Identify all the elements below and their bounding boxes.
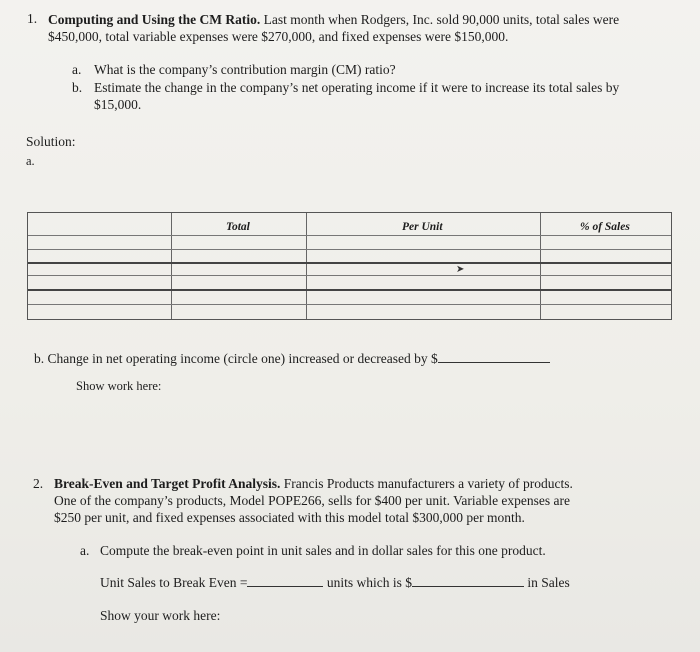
unit-sales-blank[interactable] — [247, 586, 323, 587]
q1-part-b-text: Estimate the change in the company’s net operating income if it were to increase its total sales by — [94, 80, 620, 95]
q1-b-prompt — [34, 351, 550, 367]
q2-title: Break-Even and Target Profit Analysis. — [54, 476, 281, 491]
cursor-arrow-icon: ➤ — [456, 264, 465, 275]
q1-show-work: Show work here: — [76, 379, 162, 393]
q2-intro-text: Francis Products manufacturers a variety of products. — [283, 476, 573, 491]
q1-part-a-text: What is the company’s contribution margin (CM) ratio? — [94, 62, 396, 77]
q1-b-prompt-text: b. Change in net operating income (circle one) increased or decreased by $ — [34, 351, 438, 366]
q1-intro-line1 — [48, 12, 619, 28]
table-header-per-unit: Per Unit — [402, 221, 443, 233]
table-row-line — [28, 235, 671, 236]
q1-part-b-label: b. — [72, 80, 83, 95]
q2-show-work: Show your work here: — [100, 608, 221, 623]
unit-sales-label: Unit Sales to Break Even = — [100, 575, 248, 590]
q1-part-b-text-cont: $15,000. — [94, 97, 142, 112]
q2-part-a-label: a. — [80, 543, 90, 558]
table-row-line — [28, 262, 671, 264]
q2-intro-line3: $250 per unit, and fixed expenses associated with this model total $300,000 per month. — [54, 510, 525, 525]
table-header-total: Total — [226, 221, 250, 233]
table-row-line — [28, 289, 671, 291]
q2-part-a-text: Compute the break-even point in unit sales and in dollar sales for this one product. — [100, 543, 546, 558]
table-row-line — [28, 304, 671, 305]
q1-title: Computing and Using the CM Ratio. — [48, 12, 261, 27]
q1-intro-line2: $450,000, total variable expenses were $270,000, and fixed expenses were $150,000. — [48, 29, 509, 44]
in-sales-label: in Sales — [527, 575, 570, 590]
q2-intro-line1 — [54, 476, 573, 492]
break-even-row — [100, 575, 570, 591]
solution-a-label: a. — [26, 154, 35, 168]
q1-number: 1. — [27, 11, 38, 26]
table-header-pct-sales: % of Sales — [580, 221, 630, 233]
q1-part-a-label: a. — [72, 62, 82, 77]
cm-table — [27, 212, 672, 320]
q2-number: 2. — [33, 476, 44, 491]
q1-intro-text: Last month when Rodgers, Inc. sold 90,000 units, total sales were — [263, 12, 620, 27]
solution-label: Solution: — [26, 134, 76, 149]
q2-intro-line2: One of the company’s products, Model POPE266, sells for $400 per unit. Variable expenses are — [54, 493, 571, 508]
table-row-line — [28, 249, 671, 250]
dollar-sales-blank[interactable] — [412, 586, 524, 587]
table-row-line — [28, 275, 671, 276]
q1-b-answer-blank[interactable] — [438, 362, 550, 363]
units-which-is-label: units which is $ — [326, 575, 412, 590]
